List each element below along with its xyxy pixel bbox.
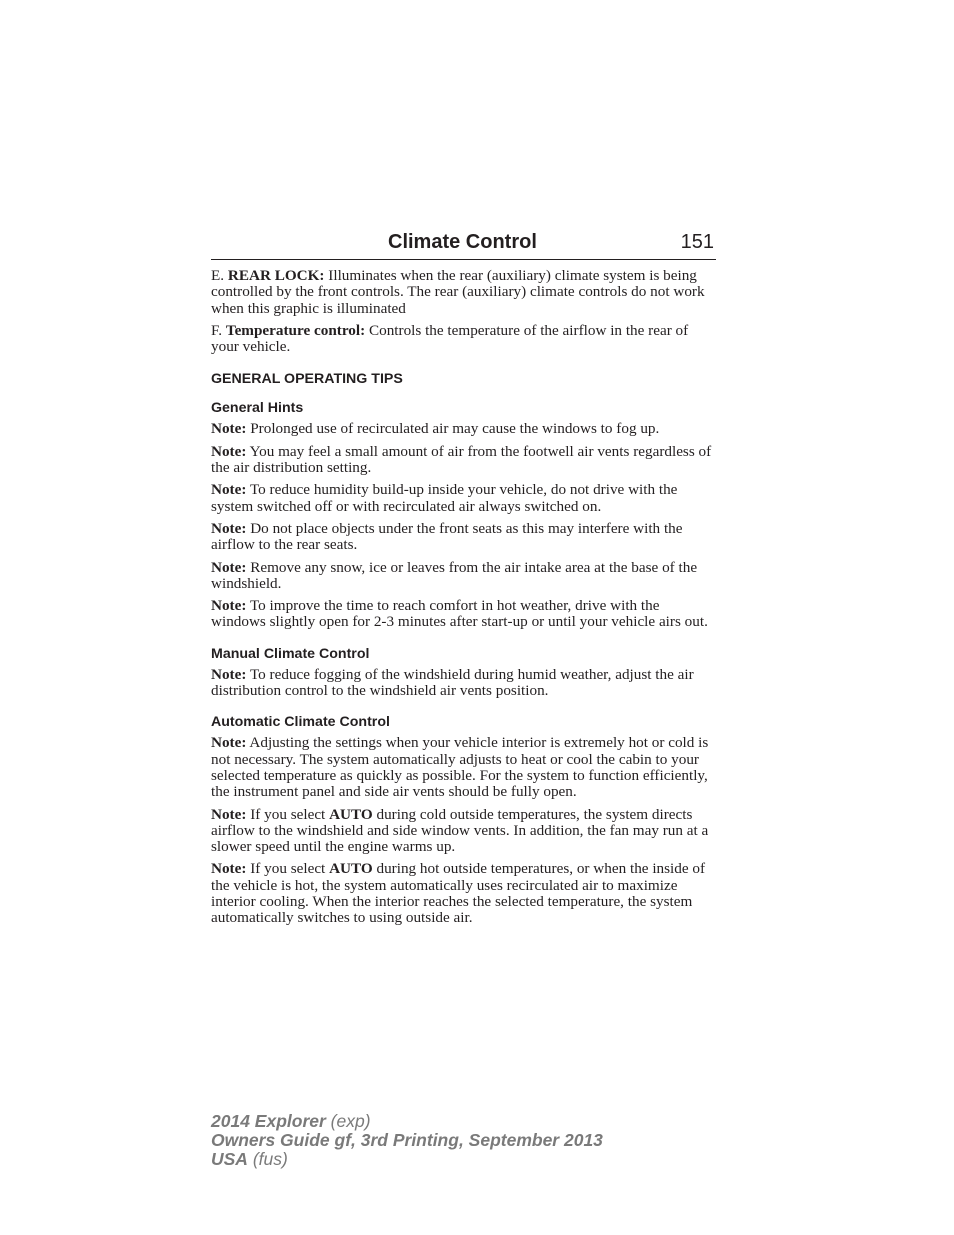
note-text: If you select (250, 860, 330, 878)
note-paragraph (211, 560, 717, 593)
note-text: To improve the time to reach comfort in hot weather, drive with the windows slightly open for 2-3 minutes after start-up or until your vehicle airs out. (211, 597, 708, 631)
footer-market: USA (211, 1149, 248, 1169)
item-term: REAR LOCK: (227, 267, 325, 284)
note-paragraph (211, 482, 717, 515)
note-paragraph (211, 861, 717, 926)
note-text: Remove any snow, ice or leaves from the air intake area at the base of the windshield. (211, 558, 698, 592)
note-text: To reduce fogging of the windshield during humid weather, adjust the air distribution control to the windshield air vents position. (211, 665, 694, 700)
note-text: Adjusting the settings when your vehicle interior is extremely hot or cold is not necessary. The system automatically adjusts to heat or cool the cabin to your selected temperature as quickly as possible. For the system to function efficiently, the instrument panel and side air vents should be fully open. (211, 734, 709, 801)
note-text: You may feel a small amount of air from the footwell air vents regardless of the air distribution setting. (211, 442, 712, 477)
footer-guide: Owners Guide gf, 3rd Printing, September 2013 (211, 1130, 603, 1150)
footer-line-3 (211, 1150, 603, 1169)
page-body (211, 268, 717, 933)
note-text: during hot outside temperatures, or when the inside of the vehicle is hot, the system automatically uses recirculated air to maximize interior cooling. When the interior reaches the selected temperature, the system automatically switches to using outside air. (211, 860, 706, 927)
page-title: Climate Control (388, 231, 537, 253)
note-paragraph (211, 807, 717, 856)
note-label: Note: (211, 519, 247, 537)
note-text: Prolonged use of recirculated air may cause the windows to fog up. (250, 420, 660, 438)
note-label: Note: (211, 442, 247, 460)
note-paragraph (211, 598, 717, 631)
item-text: Illuminates when the rear (auxiliary) climate system is being controlled by the front controls. The rear (auxiliary) climate controls do not work when this graphic is illuminated (211, 267, 705, 317)
subheading-manual-climate: Manual Climate Control (211, 645, 370, 662)
item-text: Controls the temperature of the airflow in the rear of your vehicle. (211, 321, 689, 356)
footer-model: 2014 Explorer (211, 1111, 326, 1131)
note-text: Do not place objects under the front seats as this may interfere with the airflow to the rear seats. (211, 519, 683, 554)
item-prefix: F. (211, 321, 226, 339)
auto-keyword: AUTO (329, 860, 373, 878)
item-term: Temperature control: (225, 321, 366, 339)
note-paragraph (211, 667, 717, 700)
note-paragraph (211, 444, 717, 477)
footer-line-2 (211, 1131, 603, 1150)
note-label: Note: (211, 420, 247, 438)
note-label: Note: (211, 734, 247, 752)
note-label: Note: (211, 558, 247, 576)
item-prefix: E. (211, 267, 228, 284)
footer-line-1 (211, 1112, 603, 1131)
note-paragraph (211, 521, 717, 554)
note-label: Note: (211, 860, 247, 878)
auto-keyword: AUTO (329, 805, 373, 823)
page-footer (211, 1112, 603, 1169)
footer-model-code: (exp) (325, 1111, 371, 1131)
note-text: If you select (250, 805, 330, 823)
note-label: Note: (211, 805, 247, 823)
note-label: Note: (211, 665, 247, 683)
note-text: during cold outside temperatures, the system directs airflow to the windshield and side window vents. In addition, the fan may run at a slower speed until the engine warms up. (211, 805, 709, 856)
note-paragraph (211, 421, 717, 437)
footer-market-code: (fus) (247, 1149, 288, 1169)
item-e (211, 268, 717, 317)
subheading-general-hints: General Hints (211, 400, 304, 417)
note-label: Note: (211, 597, 247, 615)
note-text: To reduce humidity build-up inside your vehicle, do not drive with the system switched off or with recirculated air always switched on. (211, 481, 678, 515)
item-f (211, 323, 717, 356)
page-number: 151 (680, 231, 714, 253)
note-paragraph (211, 735, 717, 800)
subheading-automatic-climate: Automatic Climate Control (211, 714, 390, 731)
page-header (211, 229, 716, 260)
note-label: Note: (211, 481, 247, 499)
section-heading: GENERAL OPERATING TIPS (211, 371, 403, 388)
